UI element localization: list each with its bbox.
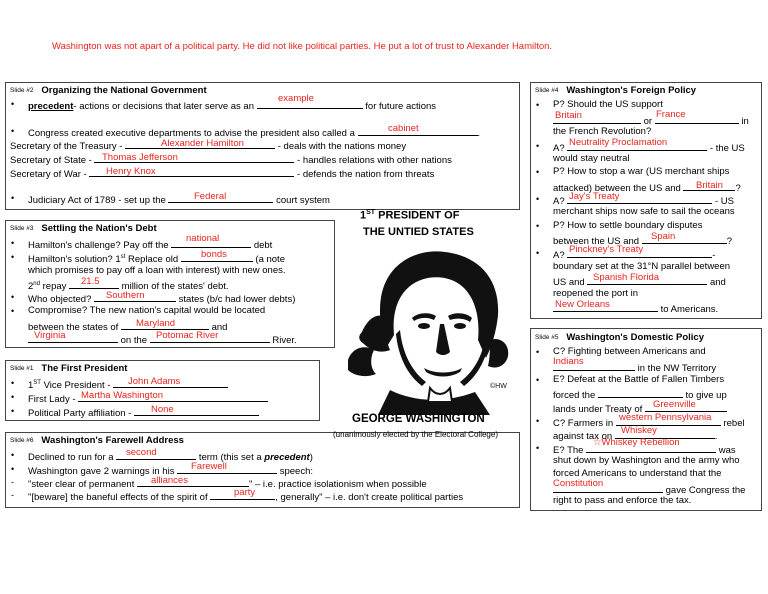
bullet-icon: •: [536, 221, 540, 231]
answer-cabinet: cabinet: [388, 123, 419, 134]
answer-spanish-florida: Spanish Florida: [593, 272, 660, 283]
answer-national: national: [186, 233, 220, 244]
answer-france: France: [656, 109, 686, 120]
bullet-icon: •: [11, 306, 15, 316]
bullet-icon: •: [536, 194, 540, 204]
portrait-name: GEORGE WASHINGTON: [352, 413, 485, 425]
slide-6-box: Slide #6 Washington's Farewell Address • Declined to run for a term (this set a precedent) second • Washington gave 2 warnings in his speech: Farewell - "steer clear of permanent " – i.e. practice isolationism when possible alliances - "[beware] the baneful effects of the spirit of , generally" – i.e. don't create political parties party: [5, 432, 520, 508]
bullet-icon: •: [536, 167, 540, 177]
answer-example: example: [278, 93, 314, 104]
answer-constitution: Constitution: [553, 478, 604, 489]
bullet-icon: •: [11, 252, 15, 262]
answer-whiskey-rebellion: ☆Whiskey Rebellion: [593, 437, 680, 448]
answer-second: second: [126, 447, 157, 458]
bullet-icon: •: [11, 238, 15, 248]
answer-western-pennsylvania: western Pennsylvania: [619, 412, 712, 423]
answer-britain: Britain: [555, 110, 582, 121]
bullet-icon: •: [11, 392, 15, 402]
answer-farewell: Farewell: [191, 461, 227, 472]
dash-icon: -: [11, 490, 14, 500]
blank[interactable]: [598, 387, 683, 398]
slide-title: Washington's Domestic Policy: [566, 332, 704, 343]
teacher-note: Washington was not apart of a political party. He did not like political parties. He put a lot of trust to Alexander Hamilton.: [52, 41, 553, 52]
bullet-icon: •: [536, 416, 540, 426]
bullet-icon: •: [536, 347, 540, 357]
answer-greenville: Greenville: [653, 399, 696, 410]
bullet-icon: •: [536, 443, 540, 453]
bullet-icon: •: [11, 99, 15, 109]
slide-number: Slide #2: [10, 87, 34, 94]
portrait-title-line2: THE UNTIED STATES: [363, 226, 474, 238]
portrait-caption: (unanimously elected by the Electoral College): [333, 430, 498, 439]
answer-virginia: Virginia: [34, 330, 66, 341]
blank[interactable]: [553, 360, 635, 371]
answer-martha: Martha Washington: [81, 390, 164, 401]
answer-spain: Spain: [651, 231, 676, 242]
bullet-icon: •: [11, 126, 15, 136]
bullet-icon: •: [11, 292, 15, 302]
slide-3-box: Slide #3 Settling the Nation's Debt • Hamilton's challenge? Pay off the debt national • Hamilton's solution? 1st Replace old (a note bonds which promises to pay off a loan with interest) with new ones. 2nd repay million of the states' debt. 21.5 • Who objected? states (b/c had lower debts) Southern • Compromise? The new nation's capital would be located between the states of and Maryland on the River. Virginia Potomac River: [5, 220, 335, 348]
slide-4-box: Slide #4 Washington's Foreign Policy • P? Should the US support or in Britain France the French Revolution? • A? - the US Neutrality Proclamation would stay neutral • P? How to stop a war (US merchant ships attacked) between the US and ? Britain • A? - US Jay's Treaty merchant ships now safe to sail the oceans • P? How to settle boundary disputes between the US and ? Spain • A? - Pinckney's Treaty boundary set at the 31°N parallel between US and and Spanish Florida reopened the port in to Americans. New Orleans: [530, 82, 762, 319]
answer-pinckney: Pinckney's Treaty: [569, 244, 644, 255]
bullet-icon: •: [536, 375, 540, 385]
answer-neutrality: Neutrality Proclamation: [569, 137, 668, 148]
slide-title: Settling the Nation's Debt: [41, 223, 157, 234]
bullet-icon: •: [11, 378, 15, 388]
bullet-icon: •: [536, 248, 540, 258]
slide-number: Slide #6: [10, 437, 34, 444]
portrait-title-line1: 1ST PRESIDENT OF: [360, 209, 460, 222]
answer-jays-treaty: Jay's Treaty: [569, 191, 620, 202]
slide-number: Slide #3: [10, 225, 34, 232]
portrait-signature: ©HW: [490, 383, 507, 390]
answer-britain-2: Britain: [696, 180, 723, 191]
answer-hamilton: Alexander Hamilton: [161, 138, 244, 149]
slide-title: Organizing the National Government: [41, 85, 207, 96]
slide-1-box: Slide #1 The First President • 1ST Vice President - John Adams • First Lady - Martha Washington • Political Party affiliation - None: [5, 360, 320, 421]
answer-knox: Henry Knox: [106, 166, 156, 177]
answer-alliances: alliances: [151, 475, 188, 486]
bullet-icon: •: [11, 193, 15, 203]
slide-title: Washington's Foreign Policy: [566, 85, 697, 96]
dash-icon: -: [11, 477, 14, 487]
slide-number: Slide #1: [10, 365, 34, 372]
term-precedent: precedent: [28, 101, 74, 112]
bullet-icon: •: [11, 450, 15, 460]
answer-bonds: bonds: [201, 249, 227, 260]
answer-none: None: [151, 404, 174, 415]
answer-southern: Southern: [106, 290, 145, 301]
answer-new-orleans: New Orleans: [555, 299, 610, 310]
answer-whiskey: Whiskey: [621, 425, 657, 436]
bullet-icon: •: [11, 406, 15, 416]
bullet-icon: •: [11, 464, 15, 474]
slide-5-box: Slide #5 Washington's Domestic Policy • C? Fighting between Americans and Indians in the NW Territory • E? Defeat at the Battle of Fallen Timbers forced the to give up lands under Treaty of Greenville • C? Farmers in rebel western Pennsylvania against tax on . Whiskey • E? The was ☆Whiskey Rebellion shut down by Washington and the army who forced Americans to understand that the gave Congress the Constitution right to pass and enforce the tax.: [530, 328, 762, 511]
answer-federal: Federal: [194, 191, 227, 202]
bullet-icon: •: [536, 141, 540, 151]
slide-number: Slide #4: [535, 87, 559, 94]
answer-potomac: Potomac River: [156, 330, 219, 341]
answer-jefferson: Thomas Jefferson: [102, 152, 178, 163]
answer-party: party: [234, 487, 256, 498]
answer-indians: Indians: [553, 356, 584, 367]
bullet-icon: •: [536, 100, 540, 110]
answer-maryland: Maryland: [136, 318, 176, 329]
slide-2-box: Slide #2 Organizing the National Government • precedent- actions or decisions that later serve as an for future actions example • Congress created executive departments to advise the president also called a . cabinet Secretary of the Treasury - - deals with the nations money Alexander Hamilton Secretary of State - - handles relations with other nations Thomas Jefferson Secretary of War - - defends the nation from threats Henry Knox • Judiciary Act of 1789 - set up the court system Federal: [5, 82, 520, 210]
slide-title: The First President: [41, 363, 128, 374]
slide-title: Washington's Farewell Address: [41, 435, 184, 446]
washington-portrait: [340, 240, 525, 415]
answer-john-adams: John Adams: [128, 376, 181, 387]
slide-number: Slide #5: [535, 334, 559, 341]
answer-21-5: 21.5: [81, 276, 100, 287]
